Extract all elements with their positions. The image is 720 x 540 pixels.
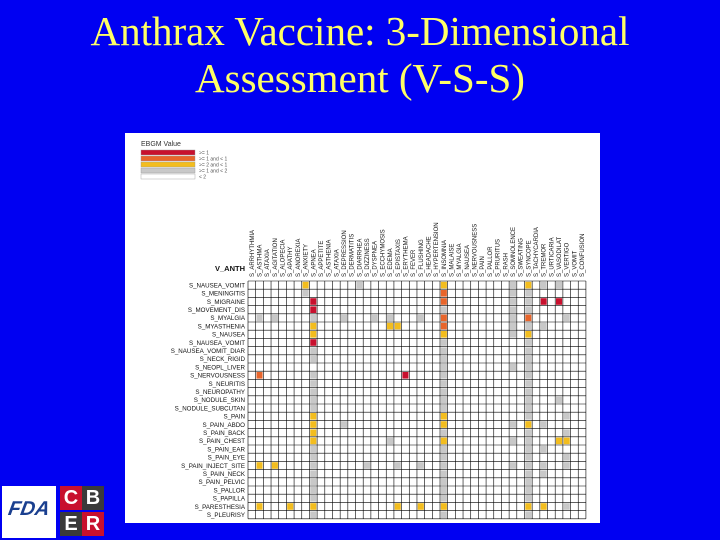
heatmap-cell [525, 306, 531, 313]
heatmap-cell [525, 388, 531, 395]
heatmap-cell [525, 282, 531, 289]
legend-title: EBGM Value [141, 141, 181, 148]
heatmap-cell [525, 290, 531, 297]
heatmap-cell [525, 331, 531, 338]
heatmap-cell [441, 339, 447, 346]
fda-logo-text: FDA [6, 498, 52, 520]
heatmap-cell [510, 421, 516, 428]
row-label: S_PAIN_PELVIC [198, 479, 245, 487]
row-label: S_PLEURISY [206, 512, 245, 519]
column-label: S_HEADACHE [426, 236, 433, 277]
heatmap-cell [525, 339, 531, 346]
vss-heatmap-figure [125, 133, 600, 523]
heatmap-cell [525, 397, 531, 404]
heatmap-cell [310, 339, 316, 346]
heatmap-cell [510, 462, 516, 469]
heatmap-cell [541, 282, 547, 289]
heatmap-cell [441, 511, 447, 518]
row-label: S_MIGRAINE [206, 298, 245, 306]
heatmap-cell [441, 298, 447, 305]
row-label: S_MYALGIA [210, 315, 245, 323]
column-label: S_ATAXIA [265, 249, 272, 277]
heatmap-cell [510, 306, 516, 313]
heatmap-cell [441, 438, 447, 445]
column-label: S_EDEMA [388, 248, 395, 277]
column-label: S_ANXIETY [303, 243, 310, 277]
column-label: S_PRURITUS [495, 238, 502, 277]
heatmap-cell [525, 347, 531, 354]
heatmap-cell [564, 462, 570, 469]
cber-letter-r: R [82, 512, 104, 536]
column-label: S_DERMATITIS [349, 233, 356, 277]
heatmap-cell [310, 479, 316, 486]
heatmap-cell [525, 495, 531, 502]
heatmap-cell [441, 479, 447, 486]
row-label: S_PAIN_EAR [207, 446, 245, 454]
row-label: S_PALLOR [213, 487, 245, 495]
heatmap-cell [556, 438, 562, 445]
row-label: S_PAIN_BACK [203, 430, 245, 437]
row-label: S_PAPILLA [212, 495, 245, 503]
heatmap-cell [441, 397, 447, 404]
heatmap-cell [418, 503, 424, 510]
heatmap-cell [525, 462, 531, 469]
heatmap-cell [441, 446, 447, 453]
heatmap-cell [525, 454, 531, 461]
heatmap-cell [441, 421, 447, 428]
heatmap-cell [310, 495, 316, 502]
heatmap-cell [441, 356, 447, 363]
row-label: S_NEURITIS [208, 380, 245, 388]
legend-label: >= 1 and < 2 [199, 168, 228, 175]
heatmap-cell [541, 323, 547, 330]
column-label: S_MALAISE [449, 243, 456, 277]
column-label: S_TACHYCARDIA [534, 227, 540, 277]
heatmap-cell [510, 331, 516, 338]
heatmap-cell [441, 290, 447, 297]
heatmap-cell [372, 315, 378, 322]
heatmap-cell [418, 462, 424, 469]
slide-title-line-1: Anthrax Vaccine: 3-Dimensional [90, 8, 630, 54]
heatmap-cell [525, 323, 531, 330]
column-label: S_MYALGIA [457, 243, 464, 277]
legend-swatch [141, 156, 195, 161]
heatmap-cell [418, 315, 424, 322]
heatmap-cell [402, 372, 408, 379]
heatmap-cell [525, 479, 531, 486]
heatmap-cell [525, 421, 531, 428]
row-label: S_NAUSEA_VOMIT [188, 339, 245, 347]
heatmap-cell [525, 356, 531, 363]
row-label: S_NAUSEA [211, 331, 245, 339]
heatmap-cell [441, 495, 447, 502]
heatmap-cell [510, 323, 516, 330]
heatmap-cell [441, 315, 447, 322]
legend-label: >= 2 and < 1 [199, 162, 228, 169]
column-label: S_APPETITE [318, 240, 325, 277]
heatmap-cell [556, 298, 562, 305]
row-label: S_NERVOUSNESS [190, 372, 245, 380]
row-label: S_PARESTHESIA [194, 503, 245, 511]
heatmap-cell [310, 331, 316, 338]
column-label: S_ARRHYTHMIA [249, 229, 256, 277]
heatmap-cell [256, 462, 262, 469]
heatmap-cell [310, 388, 316, 395]
heatmap-cell [256, 503, 262, 510]
heatmap-cell [272, 315, 278, 322]
heatmap-cell [310, 511, 316, 518]
heatmap-cell [564, 413, 570, 420]
heatmap-cell [510, 282, 516, 289]
heatmap-cell [303, 290, 309, 297]
heatmap-cell [441, 331, 447, 338]
row-label: S_PAIN_CHEST [199, 438, 245, 446]
row-label: S_MENINGITIS [201, 290, 245, 298]
row-label: S_PAIN_NECK [202, 471, 245, 478]
heatmap-cell [310, 421, 316, 428]
heatmap-cell [310, 298, 316, 305]
heatmap-cell [525, 380, 531, 387]
column-label: S_URTICARIA [549, 237, 556, 277]
heatmap-cell [310, 454, 316, 461]
column-label: S_ASTHENIA [326, 239, 333, 277]
column-label: S_VERTIGO [564, 242, 571, 277]
row-label: S_NODULE_SUBCUTAN [174, 405, 245, 413]
heatmap-cell [310, 405, 316, 412]
heatmap-cell [510, 298, 516, 305]
heatmap-cell [525, 364, 531, 371]
fda-logo [2, 486, 56, 538]
heatmap-cell [441, 323, 447, 330]
column-label: S_RASH [503, 252, 510, 277]
row-label: S_PAIN_ABDO [202, 421, 245, 429]
heatmap-cell [256, 315, 262, 322]
row-label: S_NODULE_SKIN [193, 397, 245, 405]
heatmap-cell [441, 503, 447, 510]
heatmap-cell [310, 397, 316, 404]
heatmap-cell [564, 429, 570, 436]
column-label: S_SYNCOPE [526, 240, 533, 277]
row-label: S_MOVEMENT_DIS [187, 307, 245, 314]
slide-title-line-2: Assessment (V-S-S) [195, 55, 525, 101]
cber-letter-e: E [60, 512, 82, 536]
heatmap-cell [310, 306, 316, 313]
heatmap-cell [541, 462, 547, 469]
column-label: S_ALOPECIA [280, 239, 287, 277]
heatmap-cell [310, 487, 316, 494]
heatmap-cell [441, 364, 447, 371]
heatmap-cell [356, 282, 362, 289]
heatmap-cell [341, 421, 347, 428]
heatmap-cell [387, 315, 393, 322]
heatmap-cell [256, 372, 262, 379]
heatmap-cell [441, 388, 447, 395]
column-label: S_APATHY [288, 246, 295, 277]
heatmap-cell [556, 282, 562, 289]
row-label: S_NAUSEA_VOMIT_DIAR [170, 348, 245, 355]
fda-cber-logo [0, 484, 104, 540]
heatmap-cell [310, 438, 316, 445]
row-label: S_NAUSEA_VOMIT [188, 282, 245, 290]
column-label: S_FEVER [411, 249, 418, 277]
heatmap-cell [364, 462, 370, 469]
heatmap-cell [564, 503, 570, 510]
heatmap-cell [525, 413, 531, 420]
heatmap-cell [541, 470, 547, 477]
column-label: S_ANOREXIA [295, 238, 302, 277]
heatmap-cell [387, 438, 393, 445]
heatmap-cell [441, 454, 447, 461]
heatmap-cell [510, 290, 516, 297]
heatmap-cell [395, 462, 401, 469]
heatmap-cell [541, 298, 547, 305]
row-label: S_PAIN [223, 413, 245, 421]
heatmap-cell [441, 413, 447, 420]
heatmap-cell [510, 364, 516, 371]
row-label: S_PAIN_EYE [207, 454, 245, 462]
column-label: S_EPISTAXIS [395, 239, 402, 277]
heatmap-cell [556, 397, 562, 404]
row-label: S_MYASTHENIA [197, 323, 245, 331]
heatmap-cell [525, 446, 531, 453]
slide-title [0, 8, 720, 102]
legend-label: < 2 [199, 174, 207, 181]
column-label: S_SWEATING [518, 238, 525, 277]
heatmap-cell [525, 438, 531, 445]
column-label: S_ATAXIA [334, 249, 341, 277]
column-label: S_TREMOR [541, 243, 548, 277]
row-label: S_NEOPL_LIVER [195, 364, 245, 372]
row-label: S_PAIN_INJECT_SITE [181, 462, 245, 470]
column-label: S_DYSPNEA [372, 240, 379, 277]
column-label: S_INSOMNIA [441, 239, 448, 277]
heatmap-cell [564, 438, 570, 445]
heatmap-cell [310, 347, 316, 354]
column-label: S_APNEA [311, 249, 318, 277]
column-label: S_ECCHYMOSIS [380, 229, 387, 277]
heatmap-cell [510, 315, 516, 322]
heatmap-cell [395, 323, 401, 330]
heatmap-cell [441, 470, 447, 477]
column-label: S_PALLOR [487, 246, 494, 277]
heatmap-cell [564, 454, 570, 461]
legend-swatch [141, 150, 195, 155]
column-label: S_DEPRESSION [342, 230, 348, 277]
heatmap-cell [310, 413, 316, 420]
heatmap-cell [441, 462, 447, 469]
corner-label: V_ANTH [214, 264, 245, 273]
heatmap-cell [441, 306, 447, 313]
heatmap-cell [341, 315, 347, 322]
heatmap-cell [525, 372, 531, 379]
row-label: S_NECK_RIGID [199, 356, 245, 364]
heatmap-cell [525, 429, 531, 436]
heatmap-cell [272, 462, 278, 469]
column-label: S_CONFUSION [580, 233, 587, 277]
heatmap-cell [287, 503, 293, 510]
legend-label: >= 1 and < 1 [199, 156, 228, 163]
legend-swatch [141, 168, 195, 173]
legend-label: >= 1 [199, 150, 210, 157]
heatmap-cell [441, 282, 447, 289]
heatmap-cell [310, 315, 316, 322]
heatmap-cell [310, 462, 316, 469]
row-label: S_NEUROPATHY [195, 389, 245, 396]
heatmap-cell [310, 323, 316, 330]
cber-letter-c: C [60, 486, 82, 510]
column-label: S_ASTHMA [257, 244, 264, 277]
heatmap-cell [441, 380, 447, 387]
heatmap-cell [310, 356, 316, 363]
column-label: S_NAUSEA [464, 244, 471, 277]
column-label: S_SOMNOLENCE [510, 226, 517, 277]
heatmap-cell [525, 503, 531, 510]
heatmap-cell [310, 429, 316, 436]
column-label: S_DIARRHEA [357, 238, 364, 277]
heatmap-cell [441, 487, 447, 494]
heatmap-cell [310, 372, 316, 379]
heatmap-cell [441, 372, 447, 379]
heatmap-cell [310, 446, 316, 453]
column-label: S_PAIN [480, 256, 487, 277]
heatmap-cell [525, 315, 531, 322]
heatmap-cell [541, 503, 547, 510]
heatmap-cell [510, 438, 516, 445]
vss-heatmap [125, 133, 600, 523]
heatmap-cell [525, 298, 531, 305]
column-label: S_FLUSHING [418, 239, 425, 277]
heatmap-cell [395, 503, 401, 510]
heatmap-cell [310, 380, 316, 387]
heatmap-cell [525, 487, 531, 494]
heatmap-cell [310, 470, 316, 477]
legend-swatch [141, 174, 195, 179]
column-label: S_DIZZINESS [365, 238, 372, 277]
heatmap-cell [525, 405, 531, 412]
column-label: S_VOMIT [572, 250, 579, 277]
heatmap-cell [525, 511, 531, 518]
heatmap-cell [441, 405, 447, 412]
heatmap-cell [541, 421, 547, 428]
heatmap-cell [387, 323, 393, 330]
legend-swatch [141, 162, 195, 167]
column-label: S_HYPERTENSION [434, 222, 441, 277]
heatmap-cell [541, 446, 547, 453]
heatmap-cell [441, 429, 447, 436]
heatmap-cell [303, 282, 309, 289]
column-label: S_NERVOUSNESS [472, 223, 479, 277]
heatmap-cell [525, 470, 531, 477]
heatmap-cell [564, 315, 570, 322]
column-label: S_ERYTHEMA [403, 236, 410, 277]
heatmap-cell [441, 347, 447, 354]
cber-letter-b: B [82, 486, 104, 510]
column-label: S_VASODILAT [557, 236, 564, 277]
column-label: S_AGITATION [272, 238, 279, 277]
heatmap-cell [310, 503, 316, 510]
